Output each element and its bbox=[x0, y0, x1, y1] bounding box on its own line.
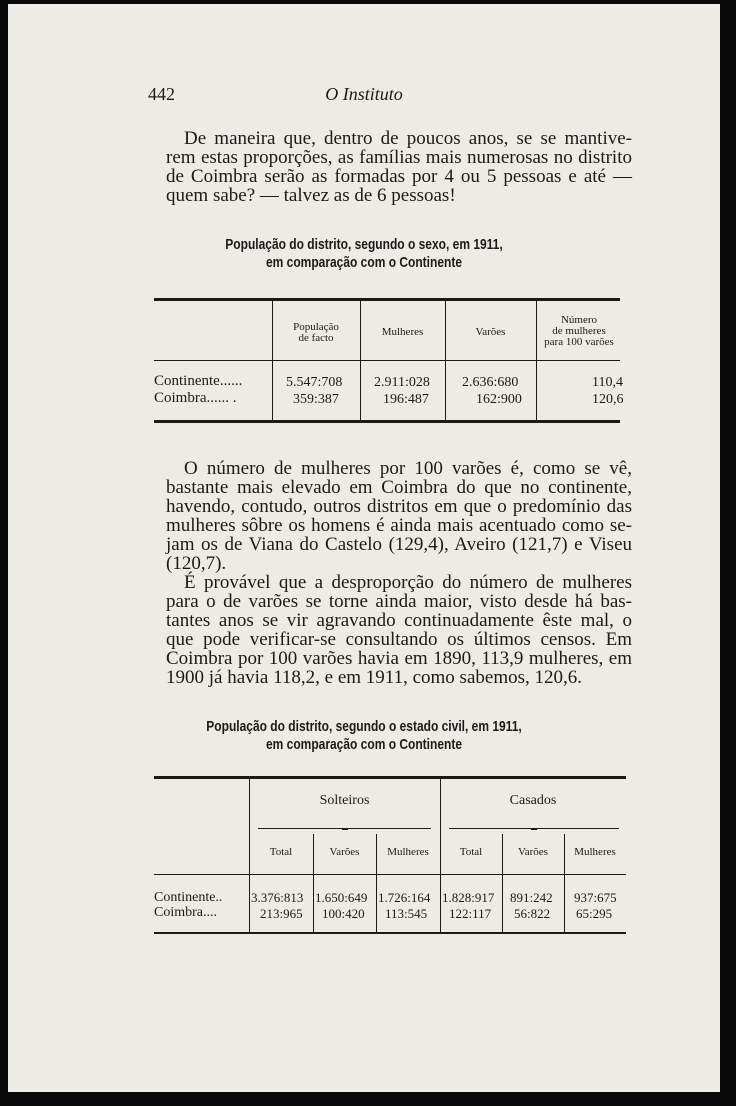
running-title: O Instituto bbox=[325, 84, 403, 104]
col-header-mulheres: Mulheres bbox=[381, 326, 424, 338]
table1-title-line2: em comparação com o Continente bbox=[265, 254, 463, 271]
row-label: Coimbra.... bbox=[154, 905, 217, 920]
row-label: Continente...... bbox=[154, 373, 243, 389]
cell-c-varoes: 56:822 bbox=[514, 906, 551, 921]
col-divider bbox=[272, 301, 273, 420]
cell-ratio: 110,4 bbox=[592, 375, 623, 390]
cell-c-mulheres: 937:675 bbox=[574, 890, 617, 905]
text-line: de Coimbra serão as formadas por 4 ou 5 pessoas e até — bbox=[166, 166, 632, 187]
cell-c-total: 1.828:917 bbox=[442, 890, 495, 905]
col-header-varoes: Varões bbox=[518, 846, 548, 858]
cell-s-varoes: 100:420 bbox=[322, 906, 365, 921]
cell-mulheres: 196:487 bbox=[383, 392, 429, 407]
cell-s-total: 213:965 bbox=[260, 906, 303, 921]
group-brace bbox=[449, 828, 619, 836]
text-line: mulheres sôbre os homens é ainda mais acentuado como se- bbox=[166, 515, 632, 536]
cell-c-total: 122:117 bbox=[449, 906, 492, 921]
cell-populacao: 5.547:708 bbox=[286, 375, 343, 390]
col-header-varoes: Varões bbox=[329, 846, 360, 858]
cell-c-varoes: 891:242 bbox=[510, 890, 553, 905]
text-line: De maneira que, dentro de poucos anos, se se mantive- bbox=[184, 128, 632, 149]
cell-s-mulheres: 113:545 bbox=[385, 906, 428, 921]
cell-s-total: 3.376:813 bbox=[251, 890, 304, 905]
row-label: Coimbra...... . bbox=[154, 390, 237, 406]
body-paragraph bbox=[166, 573, 632, 687]
group-brace bbox=[258, 828, 431, 836]
col-header-mulheres: Mulheres bbox=[574, 846, 616, 858]
cell-varoes: 162:900 bbox=[476, 392, 522, 407]
row-label: Continente.. bbox=[154, 890, 223, 905]
cell-varoes: 2.636:680 bbox=[462, 375, 519, 390]
cell-ratio: 120,6 bbox=[592, 392, 624, 407]
text-line: que pode verificar-se consultando os últimos censos. Em bbox=[166, 629, 632, 650]
table-rule-header bbox=[154, 360, 620, 361]
text-line: para o de varões se torne ainda maior, visto desde há bas- bbox=[166, 591, 632, 612]
group-header-casados: Casados bbox=[509, 793, 557, 808]
text-line: (120,7). bbox=[166, 553, 227, 574]
table1-title-line1: População do distrito, segundo o sexo, em 1911, bbox=[225, 236, 503, 253]
col-header-total: Total bbox=[459, 846, 483, 858]
table-rule-top bbox=[154, 298, 620, 301]
table-rule-header bbox=[154, 874, 626, 875]
text-line: quem sabe? — talvez as de 6 pessoas! bbox=[166, 185, 456, 206]
col-header-varoes: Varões bbox=[475, 326, 506, 338]
col-header-mulheres: Mulheres bbox=[387, 846, 429, 858]
page-number: 442 bbox=[148, 84, 175, 104]
table-rule-bottom bbox=[154, 420, 620, 423]
text-line: 1900 já havia 118,2, e em 1911, como sabemos, 120,6. bbox=[166, 667, 582, 688]
cell-populacao: 359:387 bbox=[293, 392, 339, 407]
text-line: jam os de Viana do Castelo (129,4), Aveiro (121,7) e Viseu bbox=[166, 534, 632, 555]
cell-s-mulheres: 1.726:164 bbox=[378, 890, 431, 905]
table-rule-top bbox=[154, 776, 626, 779]
text-line: É provável que a desproporção do número de mulheres bbox=[184, 572, 632, 593]
cell-c-mulheres: 65:295 bbox=[576, 906, 613, 921]
group-header-solteiros: Solteiros bbox=[319, 793, 370, 808]
cell-mulheres: 2.911:028 bbox=[374, 375, 430, 390]
col-divider bbox=[445, 301, 446, 420]
col-header-populacao: População de facto bbox=[293, 321, 339, 344]
text-line: Coimbra por 100 varões havia em 1890, 113,9 mulheres, em bbox=[166, 648, 632, 669]
col-header-total: Total bbox=[269, 846, 293, 858]
text-line: O número de mulheres por 100 varões é, como se vê, bbox=[184, 458, 632, 479]
col-divider bbox=[360, 301, 361, 420]
book-page bbox=[8, 4, 720, 1092]
table2-title-line2: em comparação com o Continente bbox=[265, 736, 463, 753]
table-rule-bottom bbox=[154, 932, 626, 934]
text-line: rem estas proporções, as famílias mais numerosas no distrito bbox=[166, 147, 632, 168]
body-paragraph bbox=[166, 459, 632, 573]
text-line: tantes anos se vir agravando continuadamente êste mal, o bbox=[166, 610, 632, 631]
text-line: havendo, contudo, outros distritos em que o predomínio das bbox=[166, 496, 632, 517]
cell-s-varoes: 1.650:649 bbox=[315, 890, 368, 905]
intro-paragraph bbox=[166, 129, 632, 205]
table2-title-line1: População do distrito, segundo o estado civil, em 1911, bbox=[206, 718, 522, 735]
col-header-ratio: Número de mulheres para 100 varões bbox=[544, 314, 614, 348]
text-line: bastante mais elevado em Coimbra do que no continente, bbox=[166, 477, 632, 498]
